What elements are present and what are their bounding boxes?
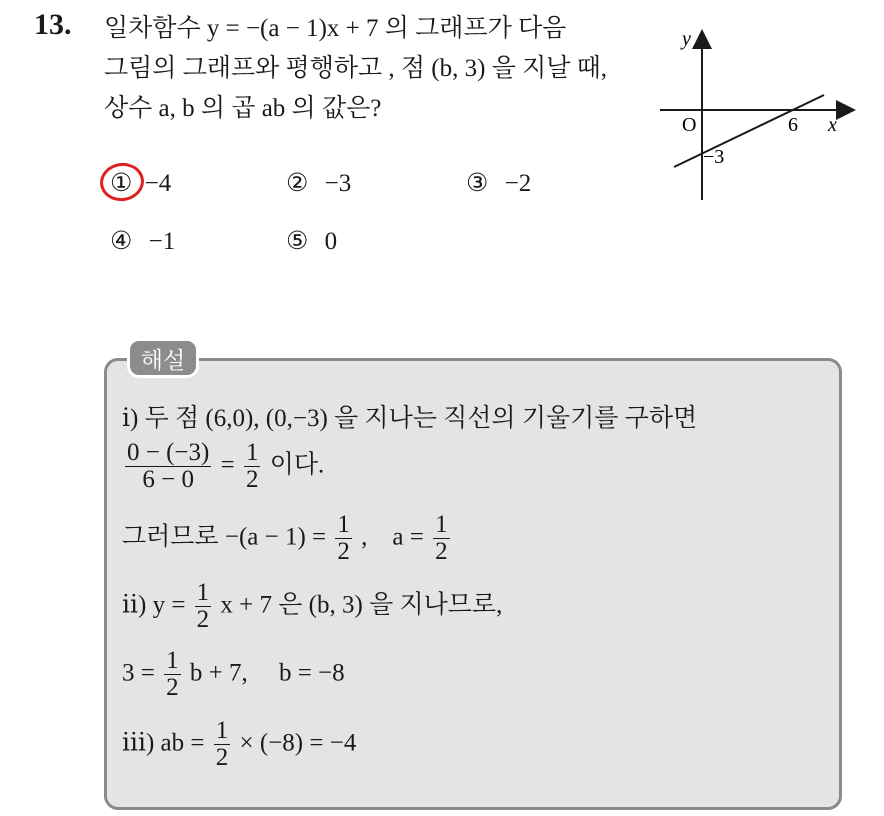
step-4-tail: b + 7, b = −8 (189, 659, 345, 687)
slope-denominator: 6 − 0 (125, 466, 211, 493)
choice-1-number: ① (110, 170, 133, 197)
choice-2-value: −3 (324, 170, 352, 197)
x-axis-label: x (828, 114, 837, 136)
origin-label: O (682, 114, 697, 136)
graph-line (674, 95, 824, 167)
solution-step-3 (122, 580, 502, 634)
choice-2[interactable] (286, 168, 351, 198)
choice-3-number: ③ (466, 170, 489, 197)
solution-step-5 (122, 718, 356, 772)
choice-1[interactable] (110, 168, 171, 198)
choice-3[interactable] (466, 168, 531, 198)
step-2-fraction (335, 512, 352, 566)
half-fraction (244, 440, 261, 494)
step-2-denominator-2: 2 (435, 538, 448, 566)
choice-4-value: −1 (148, 228, 176, 255)
step-4-fraction (164, 648, 181, 702)
solution-step-1: ⅰ) 두 점 (6,0), (0,−3) 을 지나는 직선의 기울기를 구하면 (122, 405, 698, 432)
choice-4-number: ④ (110, 228, 133, 255)
solution-step-1-fraction (122, 440, 324, 494)
question-line-1: 일차함수 y = −(a − 1)x + 7 의 그래프가 다음 (104, 15, 567, 42)
choice-5-number: ⑤ (286, 228, 309, 255)
y-axis-label: y (682, 28, 691, 50)
solution-tag: 해설 (127, 338, 199, 378)
step-5-tail: × (−8) = −4 (239, 729, 357, 757)
choice-2-number: ② (286, 170, 309, 197)
question-line-3: 상수 a, b 의 곱 ab 의 값은? (104, 95, 382, 122)
step-4-denominator: 2 (166, 674, 179, 702)
step-2-denominator: 2 (337, 538, 350, 566)
half-denominator: 2 (245, 466, 259, 494)
choice-4[interactable] (110, 226, 175, 256)
step-3-prefix: ⅱ) y = (122, 591, 186, 619)
step-3-numerator: 1 (196, 579, 210, 606)
line-graph (660, 25, 860, 205)
question-number: 13. (34, 8, 72, 41)
step-4-prefix: 3 = (122, 659, 155, 687)
question-line-2: 그림의 그래프와 평행하고 , 점 (b, 3) 을 지날 때, (104, 55, 608, 82)
solution-step-4 (122, 648, 345, 702)
step-5-prefix: ⅲ) ab = (122, 729, 205, 757)
choice-1-value: −4 (144, 170, 172, 197)
choice-5-value: 0 (324, 228, 338, 255)
slope-fraction (125, 440, 211, 494)
step-3-tail: x + 7 은 (b, 3) 을 지나므로, (220, 591, 503, 619)
choice-3-value: −2 (504, 170, 532, 197)
x-intercept-label: 6 (788, 114, 798, 136)
step-4-numerator: 1 (166, 647, 179, 674)
solution-step-2 (122, 512, 453, 566)
step-2-numerator: 1 (337, 511, 350, 538)
step-2-prefix: 그러므로 −(a − 1) = (122, 523, 327, 551)
equals-sign: = (220, 451, 235, 479)
step-5-numerator: 1 (215, 717, 229, 744)
step-3-denominator: 2 (196, 606, 210, 634)
step-3-fraction (195, 580, 212, 634)
step-2-fraction-2 (433, 512, 450, 566)
slope-numerator: 0 − (−3) (127, 439, 210, 466)
choice-5[interactable] (286, 226, 337, 256)
step-5-denominator: 2 (215, 744, 229, 772)
y-intercept-label: −3 (703, 146, 725, 168)
step-2-middle: , a = (361, 523, 424, 551)
step-5-fraction (214, 718, 231, 772)
step-2-numerator-2: 1 (435, 511, 448, 538)
half-numerator: 1 (245, 439, 259, 466)
step-1-tail: 이다. (269, 451, 325, 479)
